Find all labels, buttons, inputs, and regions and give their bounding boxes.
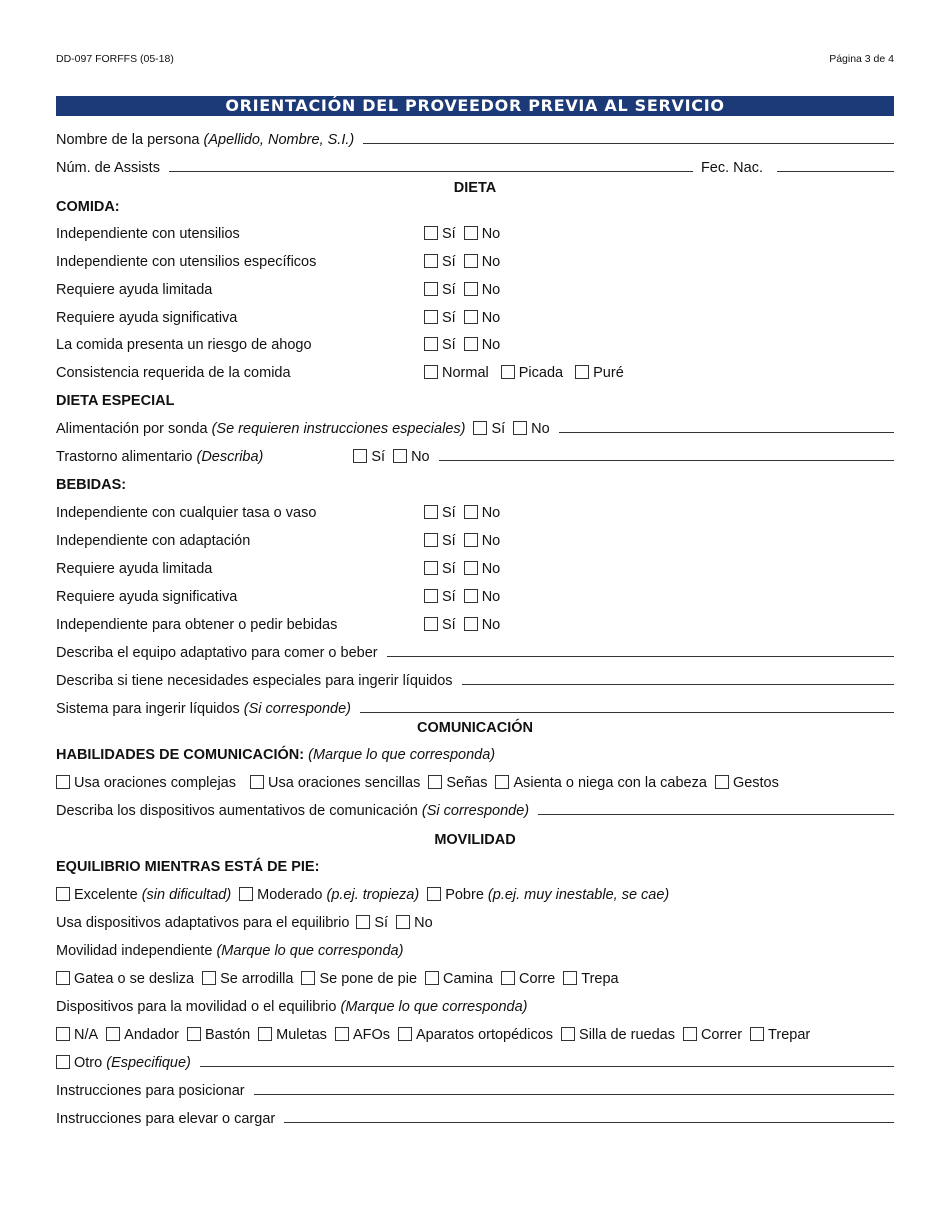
positioning-row [56,1073,894,1101]
liquid-needs-row [56,663,894,691]
comm-skills-heading: HABILIDADES DE COMUNICACIÓN: [56,747,305,763]
mobility-devices-options [56,1017,894,1045]
adaptive-yes-checkbox[interactable]: Sí [356,915,388,933]
form-title: ORIENTACIÓN DEL PROVEEDOR PREVIA AL SERVICIO [56,96,894,116]
no-checkbox[interactable]: No [464,337,501,355]
no-checkbox[interactable]: No [464,589,501,607]
mobility-heading: MOVILIDAD [434,832,516,848]
drink-item: Independiente con adaptación Sí No [56,533,501,549]
consistency-picada-checkbox[interactable]: Picada [501,365,563,383]
wheelchair-checkbox[interactable]: Silla de ruedas [561,1027,675,1045]
no-checkbox[interactable]: No [464,254,501,272]
special-diet-heading: DIETA ESPECIAL [56,393,175,409]
balance-excellent-checkbox[interactable]: Excelente (sin dificultad) [56,887,231,905]
food-item: La comida presenta un riesgo de ahogo Sí No [56,337,501,353]
diet-heading: DIETA [453,180,497,196]
other-checkbox[interactable]: Otro (Especifique) [56,1055,191,1073]
no-checkbox[interactable]: No [464,617,501,635]
consistency-normal-checkbox[interactable]: Normal [424,365,489,383]
balance-heading: EQUILIBRIO MIENTRAS ESTÁ DE PIE: [56,859,320,875]
food-item: Independiente con utensilios Sí No [56,226,501,242]
tube-no-checkbox[interactable]: No [513,421,550,439]
assists-label: Núm. de Assists [56,160,160,176]
food-item: Requiere ayuda significativa Sí No [56,310,501,326]
food-item: Requiere ayuda limitada Sí No [56,282,501,298]
tube-feeding-row [56,411,894,439]
consistency-pure-checkbox[interactable]: Puré [575,365,624,383]
independent-mobility-label: Movilidad independiente [56,943,213,959]
adaptive-devices-row [56,905,894,933]
climb-device-checkbox[interactable]: Trepar [750,1027,810,1045]
lifting-row [56,1101,894,1129]
nod-checkbox[interactable]: Asienta o niega con la cabeza [495,775,706,793]
mobility-devices-hint: (Marque lo que corresponda) [340,999,528,1015]
positioning-label: Instrucciones para posicionar [56,1083,245,1099]
yes-checkbox[interactable]: Sí [424,617,456,635]
walker-checkbox[interactable]: Andador [106,1027,179,1045]
no-checkbox[interactable]: No [464,226,501,244]
drinks-heading: BEBIDAS: [56,477,127,493]
comm-devices-field[interactable] [538,800,894,815]
crawl-checkbox[interactable]: Gatea o se desliza [56,971,194,989]
food-item: Independiente con utensilios específicos Sí No [56,254,501,270]
person-name-row [56,122,894,150]
disorder-no-checkbox[interactable]: No [393,449,430,467]
yes-checkbox[interactable]: Sí [424,589,456,607]
comm-devices-label: Describa los dispositivos aumentativos de comunicación [56,803,418,819]
lifting-field[interactable] [284,1108,894,1123]
balance-options [56,877,894,905]
comm-devices-row [56,793,894,821]
simple-sentences-checkbox[interactable]: Usa oraciones sencillas [250,775,420,793]
communication-heading: COMUNICACIÓN [417,720,533,736]
drink-item: Requiere ayuda significativa Sí No [56,589,501,605]
independent-mobility-row [56,933,894,961]
climb-checkbox[interactable]: Trepa [563,971,618,989]
form-id: DD-097 FORFFS (05-18) [56,53,174,65]
consistency-row [56,355,894,383]
yes-checkbox[interactable]: Sí [424,505,456,523]
comm-skills-heading-row [56,737,894,765]
no-checkbox[interactable]: No [464,282,501,300]
run-checkbox[interactable]: Corre [501,971,555,989]
stand-checkbox[interactable]: Se pone de pie [301,971,417,989]
yes-checkbox[interactable]: Sí [424,282,456,300]
yes-checkbox[interactable]: Sí [424,254,456,272]
independent-mobility-options [56,961,894,989]
page-number: Página 3 de 4 [829,53,894,65]
person-name-hint: (Apellido, Nombre, S.I.) [203,132,355,148]
balance-poor-checkbox[interactable]: Pobre (p.ej. muy inestable, se cae) [427,887,669,905]
na-checkbox[interactable]: N/A [56,1027,98,1045]
liquid-needs-field[interactable] [462,670,894,685]
yes-checkbox[interactable]: Sí [424,533,456,551]
gestures-checkbox[interactable]: Gestos [715,775,779,793]
run-device-checkbox[interactable]: Correr [683,1027,742,1045]
lifting-label: Instrucciones para elevar o cargar [56,1111,276,1127]
adaptive-no-checkbox[interactable]: No [396,915,433,933]
yes-checkbox[interactable]: Sí [424,310,456,328]
yes-checkbox[interactable]: Sí [424,561,456,579]
other-device-field[interactable] [200,1052,894,1067]
yes-checkbox[interactable]: Sí [424,226,456,244]
complex-sentences-checkbox[interactable]: Usa oraciones complejas [56,775,236,793]
person-name-field[interactable] [363,129,894,144]
balance-moderate-checkbox[interactable]: Moderado (p.ej. tropieza) [239,887,419,905]
liquid-system-hint: (Si corresponde) [243,701,351,717]
consistency-label: Consistencia requerida de la comida [56,365,291,381]
person-name-label: Nombre de la persona [56,132,200,148]
drink-item: Independiente con cualquier tasa o vaso Sí No [56,505,501,521]
drink-item: Requiere ayuda limitada Sí No [56,561,501,577]
yes-checkbox[interactable]: Sí [424,337,456,355]
eating-disorder-row [56,439,894,467]
equipment-label: Describa el equipo adaptativo para comer o beber [56,645,378,661]
mobility-devices-row [56,989,894,1017]
no-checkbox[interactable]: No [464,505,501,523]
no-checkbox[interactable]: No [464,561,501,579]
comm-devices-hint: (Si corresponde) [421,803,530,819]
disorder-yes-checkbox[interactable]: Sí [353,449,385,467]
walk-checkbox[interactable]: Camina [425,971,493,989]
liquid-needs-label: Describa si tiene necesidades especiales para ingerir líquidos [56,673,453,689]
equipment-row [56,635,894,663]
dob-label: Fec. Nac. [700,160,763,176]
other-device-row [56,1045,894,1073]
tube-feeding-hint: (Se requieren instrucciones especiales) [211,421,466,437]
cane-checkbox[interactable]: Bastón [187,1027,250,1045]
drink-item: Independiente para obtener o pedir bebidas Sí No [56,617,501,633]
comm-skills-options [56,765,894,793]
kneel-checkbox[interactable]: Se arrodilla [202,971,293,989]
no-checkbox[interactable]: No [464,533,501,551]
comm-skills-hint: (Marque lo que corresponda) [308,747,496,763]
equipment-field[interactable] [387,642,894,657]
tube-yes-checkbox[interactable]: Sí [473,421,505,439]
afos-checkbox[interactable]: AFOs [335,1027,390,1045]
eating-disorder-label: Trastorno alimentario [56,449,193,465]
liquid-system-label: Sistema para ingerir líquidos [56,701,240,717]
eating-disorder-field[interactable] [439,446,894,461]
tube-feeding-field[interactable] [559,418,894,433]
food-heading: COMIDA: [56,199,120,215]
mobility-devices-label: Dispositivos para la movilidad o el equilibrio [56,999,337,1015]
crutches-checkbox[interactable]: Muletas [258,1027,327,1045]
tube-feeding-label: Alimentación por sonda [56,421,208,437]
eating-disorder-hint: (Describa) [196,449,264,465]
signs-checkbox[interactable]: Señas [428,775,487,793]
orthopedic-checkbox[interactable]: Aparatos ortopédicos [398,1027,553,1045]
positioning-field[interactable] [254,1080,894,1095]
adaptive-devices-label: Usa dispositivos adaptativos para el equilibrio [56,915,350,931]
independent-mobility-hint: (Marque lo que corresponda) [216,943,404,959]
no-checkbox[interactable]: No [464,310,501,328]
